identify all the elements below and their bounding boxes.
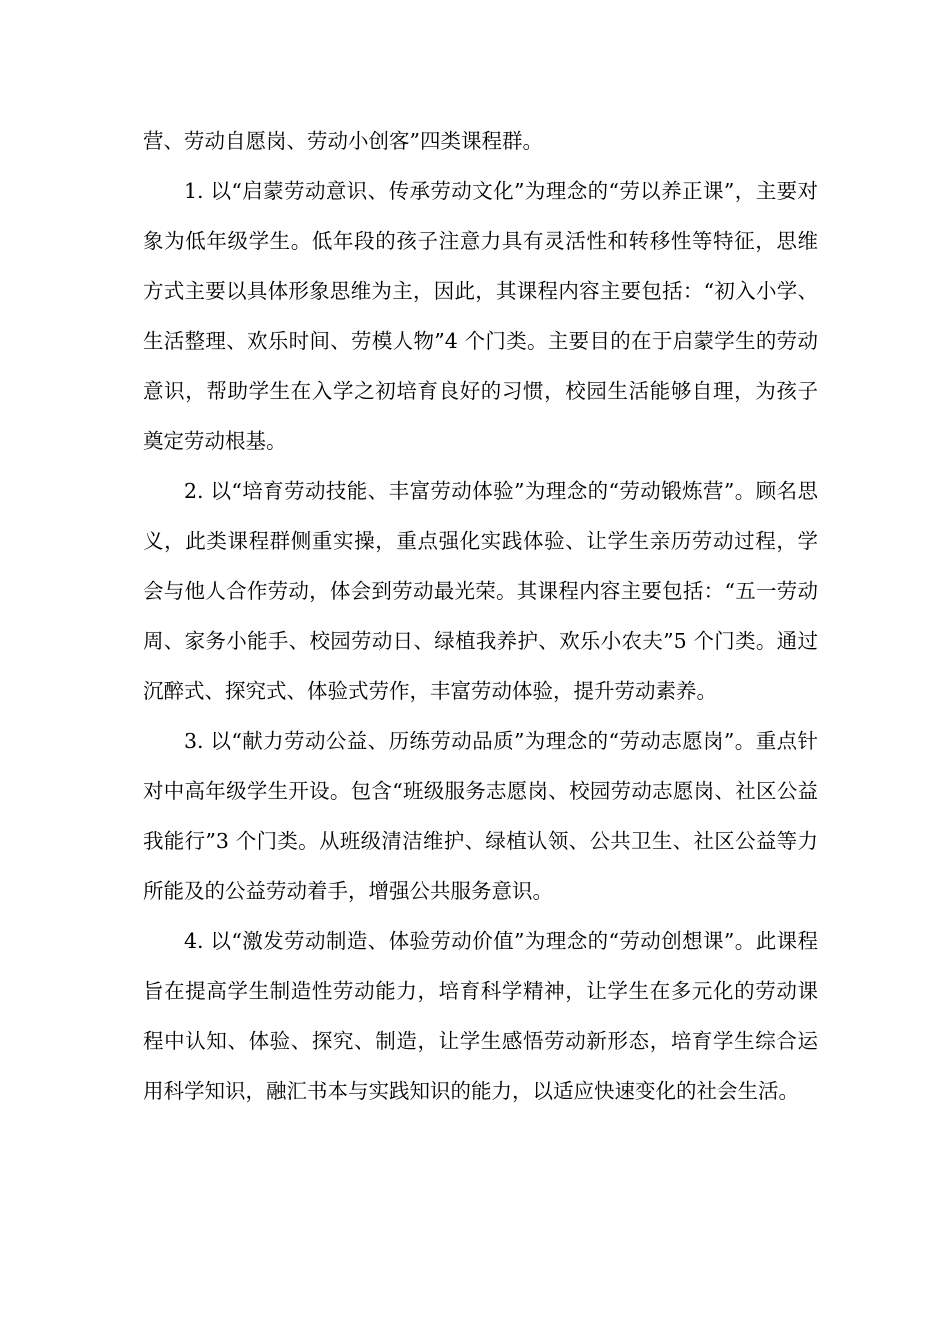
paragraph-continuation: 营、劳动自愿岗、劳动小创客”四类课程群。 [143, 129, 543, 153]
paragraph-item-2: 2. 以“培育劳动技能、丰富劳动体验”为理念的“劳动锻炼营”。顾名思义，此类课程群侧重实操，重点强化实践体验、让学生亲历劳动过程，学会与他人合作劳动，体会到劳动最光荣。其课程内容主要包括：“五一劳动周、家务小能手、校园劳动日、绿植我养护、欢乐小农夫”5 个门类。通过沉醉式、探究式、体验式劳作，丰富劳动体验，提升劳动素养。 [143, 479, 818, 703]
paragraph-item-1: 1. 以“启蒙劳动意识、传承劳动文化”为理念的“劳以养正课”，主要对象为低年级学生。低年段的孩子注意力具有灵活性和转移性等特征，思维方式主要以具体形象思维为主，因此，其课程内容主要包括：“初入小学、生活整理、欢乐时间、劳模人物”4 个门类。主要目的在于启蒙学生的劳动意识，帮助学生在入学之初培育良好的习惯，校园生活能够自理，为孩子奠定劳动根基。 [143, 179, 818, 453]
paragraph-item-3: 3. 以“献力劳动公益、历练劳动品质”为理念的“劳动志愿岗”。重点针对中高年级学生开设。包含“班级服务志愿岗、校园劳动志愿岗、社区公益我能行”3 个门类。从班级清洁维护、绿植认领、公共卫生、社区公益等力所能及的公益劳动着手，增强公共服务意识。 [143, 729, 818, 903]
paragraph-item-4: 4. 以“激发劳动制造、体验劳动价值”为理念的“劳动创想课”。此课程旨在提高学生制造性劳动能力，培育科学精神，让学生在多元化的劳动课程中认知、体验、探究、制造，让学生感悟劳动新形态，培育学生综合运用科学知识，融汇书本与实践知识的能力，以适应快速变化的社会生活。 [143, 929, 818, 1103]
document-body [143, 116, 818, 1116]
